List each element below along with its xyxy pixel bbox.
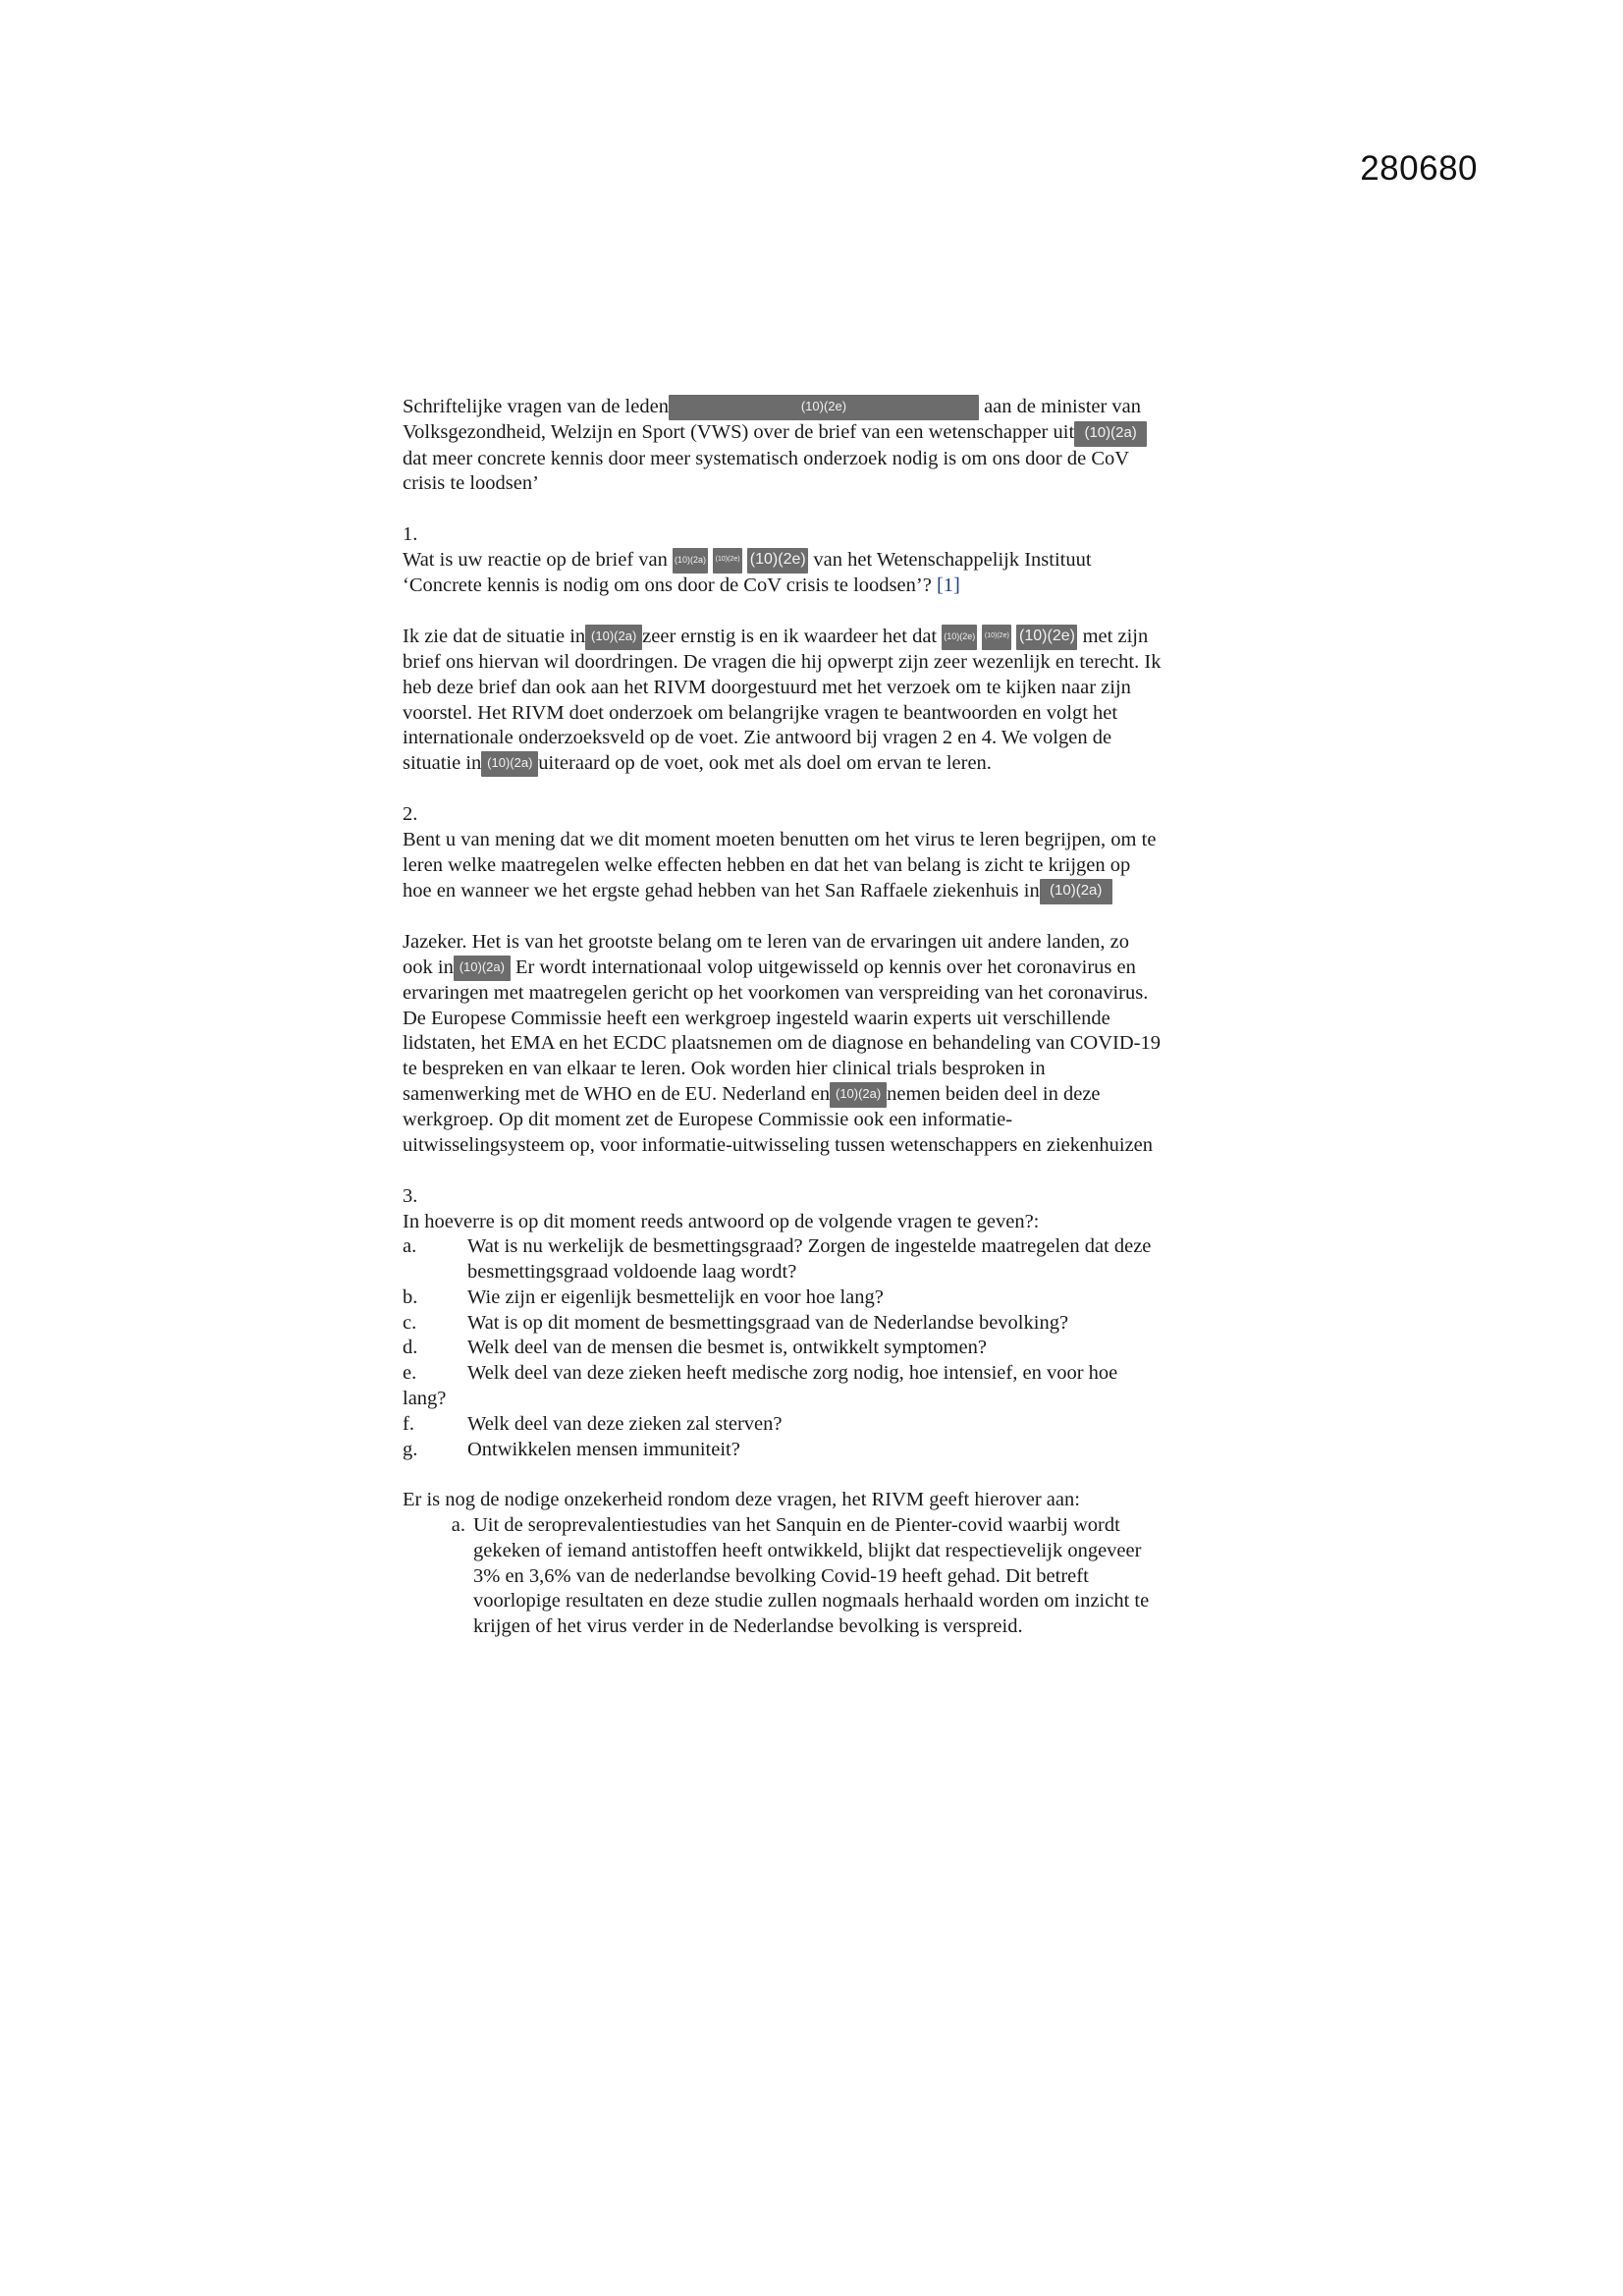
- answer-text: met zijn: [1082, 625, 1149, 647]
- item-text: voorlopige resultaten en deze studie zullen nogmaals herhaald worden om inzicht te: [473, 1590, 1150, 1613]
- answer-text: heb deze brief dan ook aan het RIVM doorgestuurd met het verzoek om te kijken naar zijn: [403, 676, 1131, 698]
- redaction-block: (10)(2a): [454, 956, 511, 981]
- answer-text: Jazeker. Het is van het grootste belang om te leren van de ervaringen uit andere landen, zo: [403, 930, 1129, 953]
- question-3-item-a: [403, 1234, 1237, 1285]
- question-text: ‘Concrete kennis is nodig om ons door de CoV crisis te loodsen’?: [403, 574, 932, 597]
- answer-text: Er is nog de nodige onzekerheid rondom deze vragen, het RIVM geeft hierover aan:: [403, 1489, 1080, 1511]
- intro-text: crisis te loodsen’: [403, 472, 539, 495]
- question-3: [403, 1184, 1237, 1463]
- question-3-item-f: [403, 1412, 1237, 1438]
- question-1: [403, 522, 1237, 599]
- answer-text: werkgroep. Op dit moment zet de Europese Commissie ook een informatie-: [403, 1109, 1013, 1131]
- item-letter: a.: [451, 1514, 465, 1537]
- answer-text: Ik zie dat de situatie in: [403, 625, 586, 647]
- answer-3-list: [432, 1513, 1237, 1640]
- item-letter: f.: [403, 1412, 414, 1435]
- item-text: krijgen of het virus verder in de Nederlandse bevolking is verspreid.: [473, 1615, 1023, 1638]
- redaction-block: (10)(2e): [942, 625, 977, 650]
- item-text: Uit de seroprevalentiestudies van het Sanquin en de Pienter-covid waarbij wordt: [473, 1514, 1120, 1537]
- redaction-block: (10)(2a): [1040, 879, 1112, 904]
- item-text: Wat is op dit moment de besmettingsgraad van de Nederlandse bevolking?: [467, 1311, 1069, 1334]
- footnote-reference-link[interactable]: [1]: [936, 574, 960, 597]
- item-letter: g.: [403, 1438, 418, 1460]
- redaction-block: (10)(2e): [747, 548, 808, 574]
- answer-text: samenwerking met de WHO en de EU. Nederland en: [403, 1083, 831, 1106]
- answer-text: situatie in: [403, 752, 482, 775]
- answer-text: internationale onderzoeksveld op de voet. Zie antwoord bij vragen 2 en 4. We volgen de: [403, 727, 1112, 749]
- answer-text: Er wordt internationaal volop uitgewisseld op kennis over het coronavirus en: [514, 956, 1136, 978]
- item-letter: d.: [403, 1337, 418, 1359]
- item-text: Welk deel van deze zieken heeft medische zorg nodig, hoe intensief, en voor hoe: [467, 1362, 1118, 1385]
- question-3-item-b: [403, 1285, 1237, 1311]
- item-text: Ontwikkelen mensen immuniteit?: [467, 1438, 740, 1460]
- intro-text: Schriftelijke vragen van de leden: [403, 396, 669, 417]
- item-text: Welk deel van deze zieken zal sterven?: [467, 1412, 783, 1435]
- intro-paragraph: [403, 395, 1237, 497]
- answer-3-item-a: [432, 1513, 1237, 1640]
- question-number: 1.: [403, 522, 418, 545]
- answer-text: De Europese Commissie heeft een werkgroep ingesteld waarin experts uit verschillende: [403, 1007, 1110, 1029]
- question-3-item-c: [403, 1311, 1237, 1337]
- item-letter: e.: [403, 1362, 417, 1385]
- item-text: gekeken of iemand antistoffen heeft ontwikkeld, blijkt dat respectievelijk ongeveer: [473, 1539, 1142, 1561]
- answer-text: brief ons hiervan wil doordringen. De vragen die hij opwerpt zijn zeer wezenlijk en terecht. Ik: [403, 650, 1162, 673]
- redaction-block: (10)(2a): [673, 548, 708, 574]
- answer-text: te bespreken en van elkaar te leren. Ook worden hier clinical trials besproken in: [403, 1058, 1046, 1080]
- item-letter: a.: [403, 1235, 417, 1258]
- answer-1: [403, 625, 1237, 778]
- answer-text: ervaringen met maatregelen gericht op het voorkomen van verspreiding van het coronavirus.: [403, 981, 1149, 1004]
- redaction-block: (10)(2a): [585, 625, 642, 650]
- answer-text: nemen beiden deel in deze: [887, 1083, 1101, 1106]
- item-text: lang?: [403, 1388, 447, 1410]
- question-text: leren welke maatregelen welke effecten hebben en dat het van belang is zicht te krijgen op: [403, 853, 1131, 876]
- item-text: besmettingsgraad voldoende laag wordt?: [467, 1261, 797, 1284]
- question-text: In hoeverre is op dit moment reeds antwoord op de volgende vragen te geven?:: [403, 1210, 1040, 1232]
- question-2: [403, 802, 1237, 904]
- question-text: hoe en wanneer we het ergste gehad hebben van het San Raffaele ziekenhuis in: [403, 879, 1040, 902]
- answer-3: [403, 1488, 1237, 1640]
- answer-text: ook in: [403, 956, 454, 978]
- intro-text: dat meer concrete kennis door meer systematisch onderzoek nodig is om ons door de CoV: [403, 447, 1130, 469]
- question-text: Wat is uw reactie op de brief van: [403, 548, 668, 571]
- redaction-block: (10)(2e): [982, 625, 1011, 650]
- question-number: 2.: [403, 803, 418, 826]
- question-3-item-e: [403, 1361, 1237, 1387]
- item-letter: b.: [403, 1285, 418, 1308]
- answer-text: zeer ernstig is en ik waardeer het dat: [642, 625, 938, 647]
- intro-text: Volksgezondheid, Welzijn en Sport (VWS) over de brief van een wetenschapper uit: [403, 421, 1075, 444]
- redaction-block: (10)(2e): [669, 395, 979, 420]
- item-text: Welk deel van de mensen die besmet is, ontwikkelt symptomen?: [467, 1337, 987, 1359]
- item-text: Wie zijn er eigenlijk besmettelijk en voor hoe lang?: [467, 1285, 884, 1308]
- answer-text: lidstaten, het EMA en het ECDC plaatsnemen om de diagnose en behandeling van COVID-19: [403, 1032, 1161, 1055]
- redaction-block: (10)(2e): [1016, 625, 1077, 650]
- item-letter: c.: [403, 1311, 417, 1334]
- item-text: Wat is nu werkelijk de besmettingsgraad? Zorgen de ingestelde maatregelen dat deze: [467, 1235, 1152, 1258]
- question-text: van het Wetenschappelijk Instituut: [813, 548, 1092, 571]
- redaction-block: (10)(2e): [713, 548, 742, 574]
- item-text: 3% en 3,6% van de nederlandse bevolking Covid-19 heeft gehad. Dit betreft: [473, 1564, 1089, 1587]
- question-number: 3.: [403, 1184, 418, 1207]
- answer-2: [403, 930, 1237, 1159]
- redaction-block: (10)(2a): [481, 751, 538, 777]
- document-number: 280680: [1360, 149, 1478, 188]
- redaction-block: (10)(2a): [1074, 421, 1147, 447]
- document-body: [403, 395, 1237, 1666]
- answer-text: voorstel. Het RIVM doet onderzoek om belangrijke vragen te beantwoorden en volgt het: [403, 701, 1118, 724]
- answer-text: uiteraard op de voet, ook met als doel om ervan te leren.: [538, 752, 992, 775]
- answer-text: uitwisselingsysteem op, voor informatie-uitwisseling tussen wetenschappers en ziekenhuizen: [403, 1134, 1154, 1157]
- intro-text: aan de minister van: [984, 396, 1142, 417]
- redaction-block: (10)(2a): [830, 1082, 887, 1108]
- question-3-item-g: [403, 1438, 1237, 1463]
- question-text: Bent u van mening dat we dit moment moeten benutten om het virus te leren begrijpen, om te: [403, 829, 1157, 851]
- question-3-item-d: [403, 1336, 1237, 1361]
